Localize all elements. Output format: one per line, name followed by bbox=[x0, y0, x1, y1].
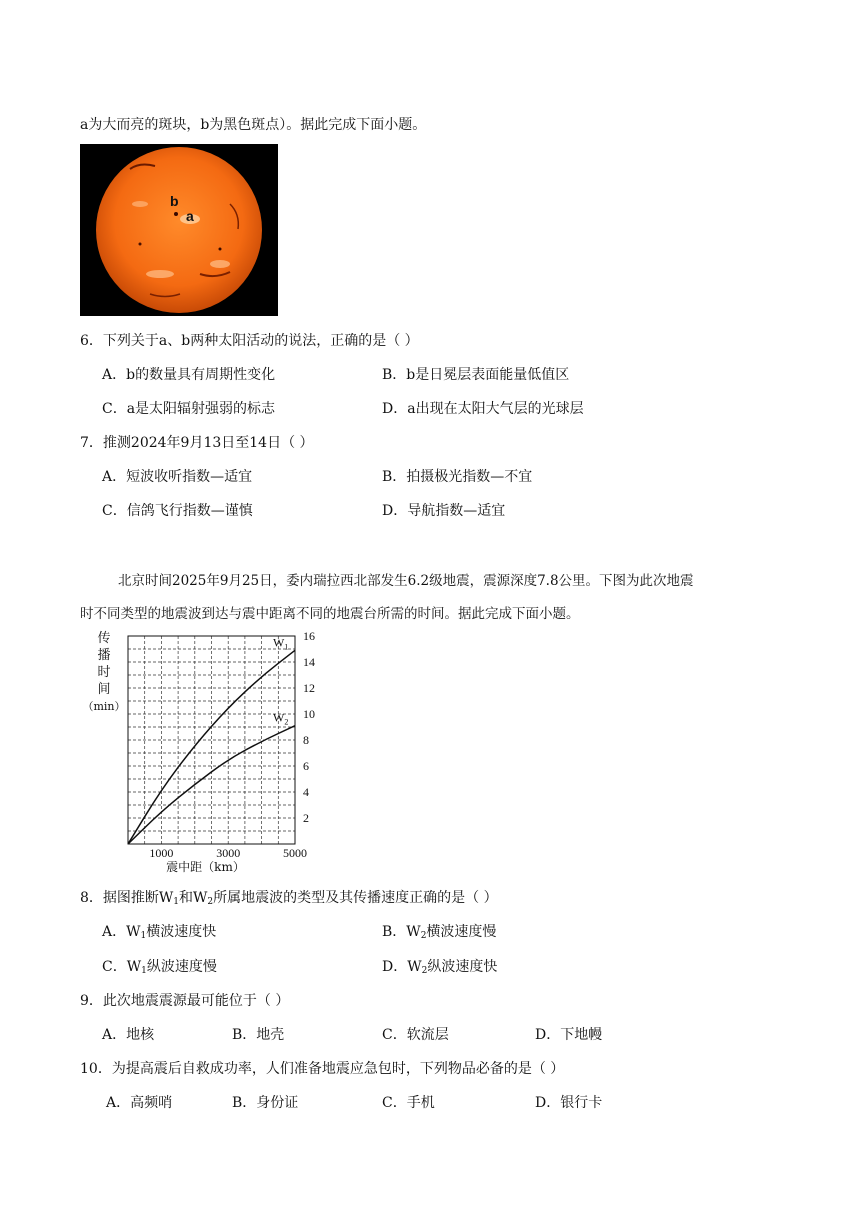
q8-a-pre: A．W bbox=[102, 924, 141, 940]
seismic-chart bbox=[80, 628, 330, 874]
y-axis-label-line: 时 bbox=[97, 665, 111, 680]
q8-option-c bbox=[102, 956, 217, 976]
q8-option-a bbox=[102, 921, 216, 941]
q8-option-b bbox=[382, 921, 496, 941]
y-axis-label-line: 间 bbox=[97, 682, 111, 697]
q8-c-post: 纵波速度慢 bbox=[146, 959, 217, 975]
seismic-chart-svg bbox=[80, 628, 330, 874]
x-tick-label: 1000 bbox=[149, 846, 174, 860]
y-tick-label: 4 bbox=[303, 785, 309, 799]
series-label-w2: $W_2$ bbox=[273, 710, 289, 727]
q7-option-d: D．导航指数—适宜 bbox=[382, 503, 506, 519]
q8-option-d bbox=[382, 956, 497, 976]
q8-d-pre: D．W bbox=[382, 959, 422, 975]
q9-option-d: D．下地幔 bbox=[535, 1027, 603, 1043]
y-axis-label-line: 传 bbox=[97, 631, 111, 646]
q10-option-b: B．身份证 bbox=[232, 1095, 299, 1111]
q8-stem-sub2: 2 bbox=[207, 897, 214, 907]
q8-b-post: 横波速度慢 bbox=[426, 924, 497, 940]
sun-image bbox=[80, 144, 278, 316]
q8-a-sub: 1 bbox=[140, 931, 147, 941]
q9-option-a: A．地核 bbox=[102, 1027, 155, 1043]
q8-a-post: 横波速度快 bbox=[146, 924, 217, 940]
series-label-w1: $W_1$ bbox=[273, 635, 289, 652]
sun-label-a: a bbox=[186, 208, 194, 224]
q8-stem bbox=[80, 887, 498, 907]
q8-d-post: 纵波速度快 bbox=[427, 959, 498, 975]
passage2-line1: 北京时间2025年9月25日，委内瑞拉西北部发生6.2级地震，震源深度7.8公里。下图为此次地震 bbox=[118, 573, 694, 589]
q6-stem: 6．下列关于a、b两种太阳活动的说法，正确的是（ ） bbox=[80, 333, 419, 349]
q8-stem-post: 所属地震波的类型及其传播速度正确的是（ ） bbox=[213, 890, 498, 906]
q6-option-a: A．b的数量具有周期性变化 bbox=[102, 367, 276, 383]
y-tick-label: 12 bbox=[303, 681, 315, 695]
q6-option-b: B．b是日冕层表面能量低值区 bbox=[382, 367, 570, 383]
q8-c-sub: 1 bbox=[141, 966, 147, 976]
q6-option-c: C．a是太阳辐射强弱的标志 bbox=[102, 401, 276, 417]
q7-option-c: C．信鸽飞行指数—谨慎 bbox=[102, 503, 253, 519]
x-tick-label: 3000 bbox=[216, 846, 241, 860]
y-tick-label: 10 bbox=[303, 707, 315, 721]
q6-option-d: D．a出现在太阳大气层的光球层 bbox=[382, 401, 584, 417]
q9-stem: 9．此次地震震源最可能位于（ ） bbox=[80, 993, 290, 1009]
q8-d-sub: 2 bbox=[421, 966, 428, 976]
q7-option-a: A．短波收听指数—适宜 bbox=[102, 469, 253, 485]
y-tick-label: 14 bbox=[303, 655, 315, 669]
q9-option-b: B．地壳 bbox=[232, 1027, 285, 1043]
q7-option-b: B．拍摄极光指数—不宜 bbox=[382, 469, 533, 485]
q10-option-d: D．银行卡 bbox=[535, 1095, 603, 1111]
q10-option-a: A．高频哨 bbox=[106, 1095, 173, 1111]
x-axis-label: 震中距（km） bbox=[166, 860, 245, 874]
q8-b-sub: 2 bbox=[420, 931, 427, 941]
intro-line: a为大而亮的斑块，b为黑色斑点）。据此完成下面小题。 bbox=[80, 117, 427, 133]
y-tick-label: 8 bbox=[303, 733, 309, 747]
q10-option-c: C．手机 bbox=[382, 1095, 435, 1111]
q8-b-pre: B．W bbox=[382, 924, 421, 940]
x-tick-label: 5000 bbox=[283, 846, 307, 860]
y-axis-label-line: 播 bbox=[97, 648, 111, 663]
q9-option-c: C．软流层 bbox=[382, 1027, 449, 1043]
sun-photo bbox=[80, 144, 278, 316]
sun-label-b: b bbox=[170, 193, 179, 209]
y-tick-label: 2 bbox=[303, 811, 309, 825]
q8-c-pre: C．W bbox=[102, 959, 142, 975]
q8-stem-mid: 和W bbox=[179, 890, 208, 906]
sun-disk bbox=[96, 147, 262, 313]
y-tick-label: 16 bbox=[303, 629, 315, 643]
y-axis-label-line: （min） bbox=[82, 700, 126, 713]
q10-stem: 10．为提高震后自救成功率，人们准备地震应急包时，下列物品必备的是（ ） bbox=[80, 1061, 565, 1077]
q8-stem-sub1: 1 bbox=[173, 897, 180, 907]
y-tick-label: 6 bbox=[303, 759, 309, 773]
q7-stem: 7．推测2024年9月13日至14日（ ） bbox=[80, 435, 314, 451]
passage2-line2: 时不同类型的地震波到达与震中距离不同的地震台所需的时间。据此完成下面小题。 bbox=[80, 606, 580, 622]
q8-stem-pre: 8．据图推断W bbox=[80, 890, 174, 906]
